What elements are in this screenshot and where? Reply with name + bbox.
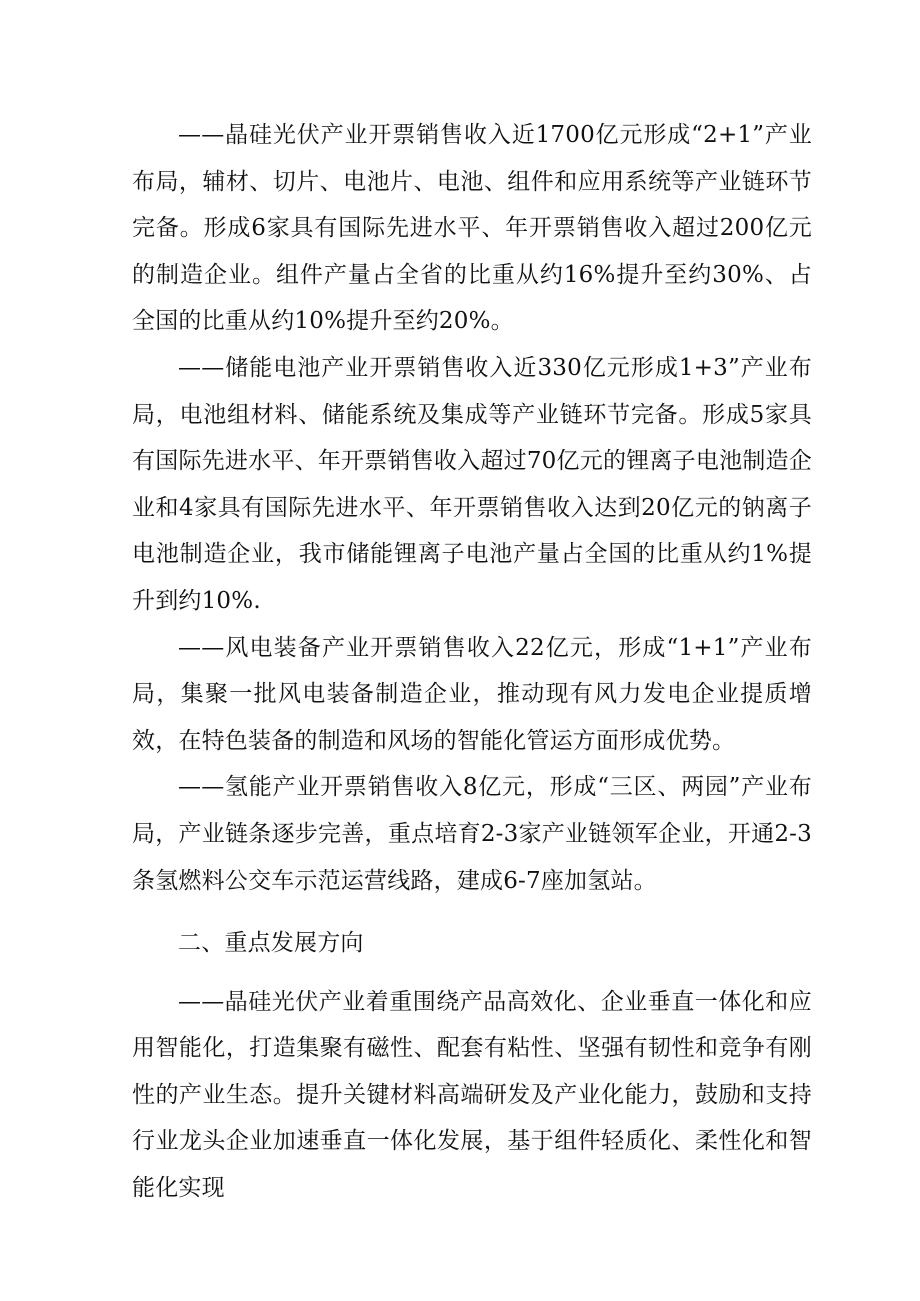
paragraph-crystalline-silicon-pv-direction: ——晶硅光伏产业着重围绕产品高效化、企业垂直一体化和应用智能化，打造集聚有磁性、配套有粘性、坚强有韧性和竞争有刚性的产业生态。提升关键材料高端研发及产业化能力，鼓励和支持行业龙头企业加速垂直一体化发展，基于组件轻质化、柔性化和智能化实现	[132, 988, 812, 1202]
paragraph-hydrogen-energy-targets: ——氢能产业开票销售收入8亿元，形成“三区、两园”产业布局，产业链条逐步完善，重点培育2-3家产业链领军企业，开通2-3条氢燃料公交车示范运营线路，建成6-7座加氢站。	[132, 774, 812, 894]
section-heading: 二、重点发展方向	[178, 930, 364, 957]
paragraph-energy-storage-battery-targets: ——储能电池产业开票销售收入近330亿元形成1+3”产业布局，电池组材料、储能系统及集成等产业链环节完备。形成5家具有国际先进水平、年开票销售收入超过70亿元的锂离子电池制造企业和4家具有国际先进水平、年开票销售收入达到20亿元的钠离子电池制造企业，我市储能锂离子电池产量占全国的比重从约1%提升到约10%.	[132, 354, 812, 614]
paragraph-wind-power-equipment-targets: ——风电装备产业开票销售收入22亿元，形成“1+1”产业布局，集聚一批风电装备制造企业，推动现有风力发电企业提质增效，在特色装备的制造和风场的智能化管运方面形成优势。	[132, 634, 812, 754]
document-body	[132, 112, 812, 1212]
paragraph-crystalline-silicon-pv-targets: ——晶硅光伏产业开票销售收入近1700亿元形成“2+1”产业布局，辅材、切片、电池片、电池、组件和应用系统等产业链环节完备。形成6家具有国际先进水平、年开票销售收入超过200亿元的制造企业。组件产量占全省的比重从约16%提升至约30%、占全国的比重从约10%提升至约20%。	[132, 122, 812, 335]
